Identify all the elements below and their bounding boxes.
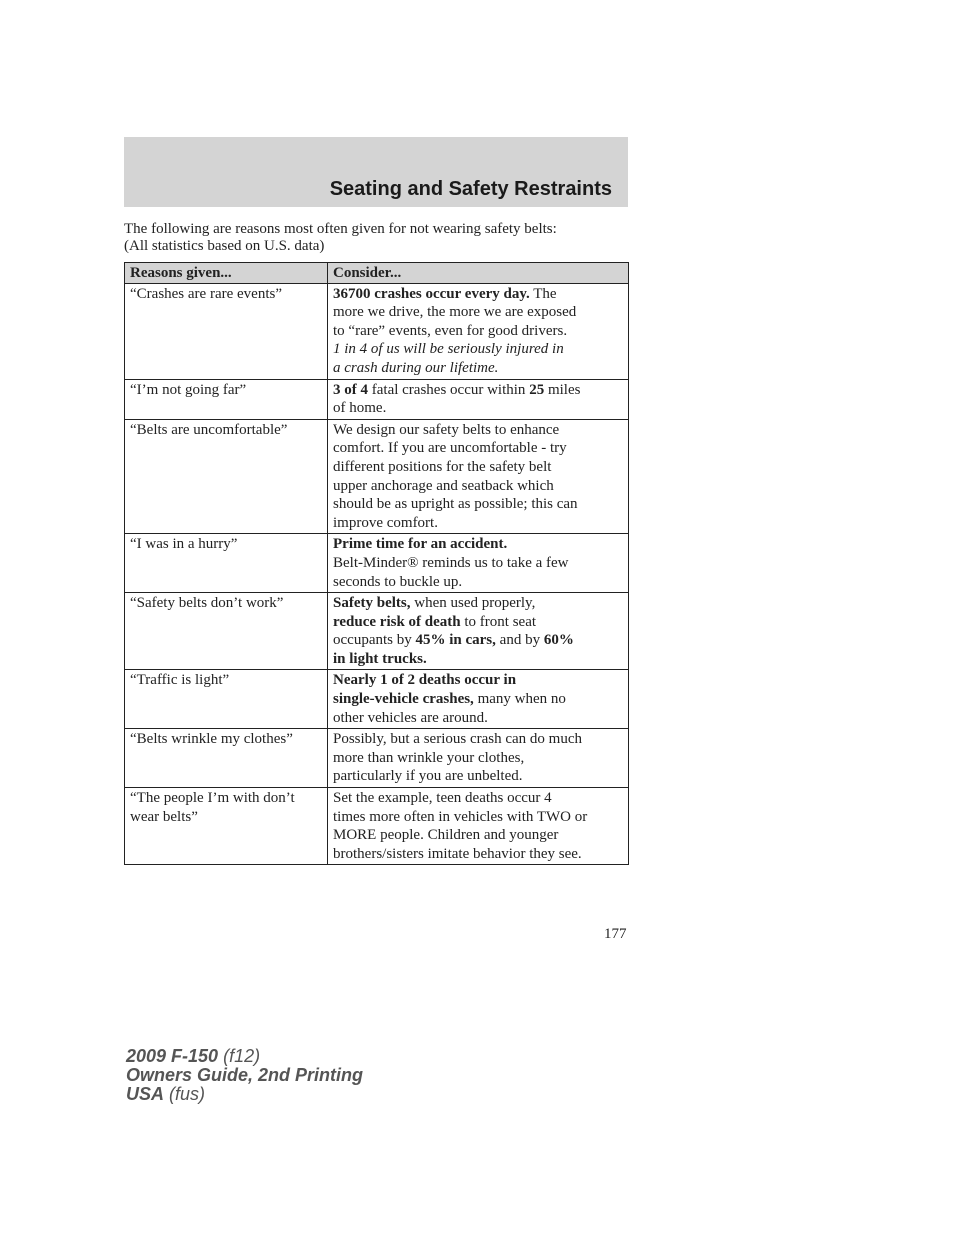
- consider-line: [333, 808, 623, 827]
- intro-paragraph: [124, 221, 629, 255]
- consider-text: Prime time for an accident.: [333, 536, 508, 553]
- consider-line: [333, 671, 623, 690]
- consider-text: brothers/sisters imitate behavior they see.: [333, 845, 582, 862]
- consider-line: [333, 458, 623, 477]
- consider-line: [333, 594, 623, 613]
- table-row: [125, 379, 629, 419]
- table-row: [125, 419, 629, 534]
- consider-line: [333, 613, 623, 632]
- consider-cell: [328, 419, 629, 534]
- consider-line: [333, 789, 623, 808]
- section-header: [124, 137, 628, 207]
- consider-text: seconds to buckle up.: [333, 573, 463, 590]
- consider-text: Possibly, but a serious crash can do much: [333, 731, 582, 748]
- consider-line: [333, 554, 623, 573]
- consider-text: other vehicles are around.: [333, 709, 488, 726]
- footer-line: [126, 1047, 363, 1066]
- consider-cell: [328, 534, 629, 593]
- footer-model: 2009 F-150: [126, 1046, 219, 1066]
- reason-cell: [125, 729, 328, 788]
- footer-line: [126, 1085, 363, 1104]
- consider-text: Safety belts,: [333, 595, 411, 612]
- reason-text: “I’m not going far”: [130, 381, 247, 398]
- reason-cell: [125, 379, 328, 419]
- consider-text: 45% in cars,: [415, 632, 496, 649]
- consider-text: 3 of 4: [333, 381, 368, 398]
- table-row: [125, 729, 629, 788]
- consider-text: more we drive, the more we are exposed: [333, 304, 577, 321]
- consider-text: 25: [529, 381, 545, 398]
- table-row: [125, 670, 629, 729]
- consider-text: reduce risk of death: [333, 613, 461, 630]
- intro-line: (All statistics based on U.S. data): [124, 238, 325, 254]
- reason-cell: [125, 534, 328, 593]
- consider-line: [333, 495, 623, 514]
- consider-text: Belt-Minder® reminds us to take a few: [333, 554, 569, 571]
- table-header-row: [125, 263, 629, 284]
- consider-text: Nearly 1 of 2 deaths occur in: [333, 672, 517, 689]
- consider-text: of home.: [333, 400, 387, 417]
- section-title: Seating and Safety Restraints: [329, 178, 612, 200]
- consider-line: [333, 399, 623, 418]
- consider-line: [333, 631, 623, 650]
- reason-text: “Traffic is light”: [130, 672, 230, 689]
- consider-line: [333, 359, 623, 378]
- consider-text: to front seat: [460, 613, 537, 630]
- consider-line: [333, 477, 623, 496]
- reason-text: “Belts are uncomfortable”: [130, 421, 288, 438]
- reason-cell: [125, 788, 328, 865]
- consider-text: upper anchorage and seatback which: [333, 477, 554, 494]
- consider-text: times more often in vehicles with TWO or: [333, 808, 588, 825]
- reason-cell: [125, 593, 328, 670]
- consider-line: [333, 381, 623, 400]
- table-row: [125, 593, 629, 670]
- consider-text: Set the example, teen deaths occur 4: [333, 790, 552, 807]
- consider-line: [333, 303, 623, 322]
- reason-cell: [125, 419, 328, 534]
- consider-text: many when no: [473, 691, 566, 708]
- consider-text: 60%: [543, 632, 574, 649]
- table-row: [125, 534, 629, 593]
- consider-line: [333, 826, 623, 845]
- consider-line: [333, 322, 623, 341]
- reasons-table: [124, 262, 629, 865]
- consider-text: to “rare” events, even for good drivers.: [333, 322, 568, 339]
- consider-line: [333, 514, 623, 533]
- footer-edition: Owners Guide, 2nd Printing: [126, 1065, 364, 1085]
- consider-line: [333, 767, 623, 786]
- table-body: [125, 283, 629, 865]
- consider-text: improve comfort.: [333, 514, 438, 531]
- consider-text: single-vehicle crashes,: [333, 691, 474, 708]
- consider-line: [333, 730, 623, 749]
- consider-line: [333, 340, 623, 359]
- consider-cell: [328, 379, 629, 419]
- consider-line: [333, 749, 623, 768]
- consider-cell: [328, 670, 629, 729]
- consider-text: comfort. If you are uncomfortable - try: [333, 440, 567, 457]
- consider-line: [333, 439, 623, 458]
- consider-text: occupants by: [333, 632, 416, 649]
- consider-line: [333, 535, 623, 554]
- consider-text: and by: [495, 632, 544, 649]
- reason-text: “Crashes are rare events”: [130, 285, 282, 302]
- consider-text: fatal crashes occur within: [368, 381, 530, 398]
- reason-text: “I was in a hurry”: [130, 536, 238, 553]
- footer-market: USA: [126, 1084, 165, 1104]
- consider-text: The: [529, 285, 557, 302]
- consider-text: MORE people. Children and younger: [333, 827, 559, 844]
- reason-cell: [125, 283, 328, 379]
- consider-text: miles: [544, 381, 581, 398]
- consider-line: [333, 573, 623, 592]
- consider-text: 36700 crashes occur every day.: [333, 285, 530, 302]
- consider-cell: [328, 283, 629, 379]
- footer-market-code: (fus): [164, 1084, 206, 1104]
- consider-text: when used properly,: [410, 595, 536, 612]
- reason-text: “Belts wrinkle my clothes”: [130, 731, 293, 748]
- intro-line: The following are reasons most often given for not wearing safety belts:: [124, 221, 557, 237]
- document-footer: [126, 1047, 363, 1104]
- consider-text: We design our safety belts to enhance: [333, 421, 560, 438]
- consider-text: a crash during our lifetime.: [333, 359, 499, 376]
- consider-cell: [328, 788, 629, 865]
- consider-line: [333, 421, 623, 440]
- consider-line: [333, 650, 623, 669]
- reason-cell: [125, 670, 328, 729]
- consider-text: particularly if you are unbelted.: [333, 768, 523, 785]
- consider-text: should be as upright as possible; this can: [333, 496, 578, 513]
- consider-line: [333, 709, 623, 728]
- page-number: 177: [604, 926, 627, 942]
- footer-line: [126, 1066, 363, 1085]
- column-header-reasons: Reasons given...: [125, 263, 328, 284]
- table-row: [125, 788, 629, 865]
- consider-text: 1 in 4 of us will be seriously injured in: [333, 341, 564, 358]
- consider-cell: [328, 729, 629, 788]
- reason-text: “The people I’m with don’t: [130, 790, 295, 807]
- consider-text: different positions for the safety belt: [333, 458, 552, 475]
- consider-cell: [328, 593, 629, 670]
- reason-text: wear belts”: [130, 808, 198, 825]
- footer-code: (f12): [218, 1046, 261, 1066]
- reason-text: “Safety belts don’t work”: [130, 595, 284, 612]
- table-row: [125, 283, 629, 379]
- consider-line: [333, 845, 623, 864]
- consider-line: [333, 285, 623, 304]
- consider-line: [333, 690, 623, 709]
- consider-text: more than wrinkle your clothes,: [333, 749, 525, 766]
- column-header-consider: Consider...: [328, 263, 629, 284]
- consider-text: in light trucks.: [333, 650, 427, 667]
